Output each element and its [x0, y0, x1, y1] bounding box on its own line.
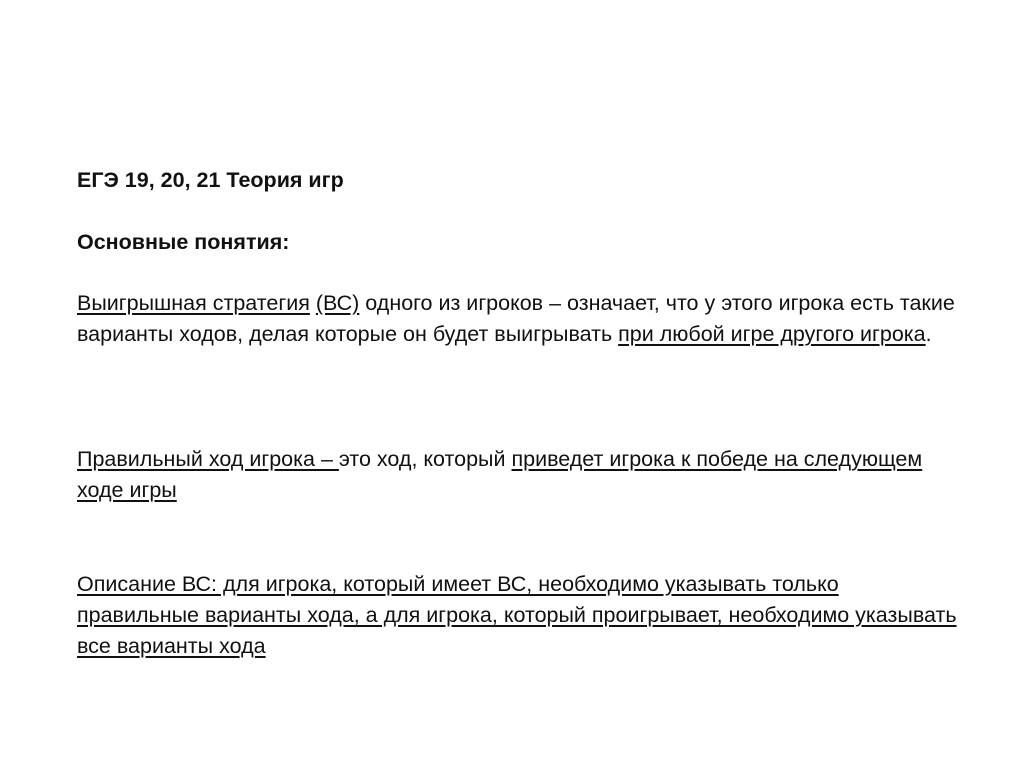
definition-text: это ход, который	[338, 447, 512, 471]
section-heading: Основные понятия:	[77, 230, 290, 254]
definition-text: одного из игроков – означает, что у этого игрока есть такие варианты ходов, делая которые он будет выигрывать	[77, 291, 955, 346]
strategy-description	[77, 569, 957, 662]
text-period: .	[925, 322, 932, 346]
emphasis-any-play: при любой игре другого игрока	[618, 322, 926, 346]
slide-content	[77, 165, 957, 658]
definition-correct-move	[77, 444, 957, 506]
strategy-description-text: Описание ВС: для игрока, который имеет ВС, необходимо указывать только правильные варианты хода, а для игрока, который проигрывает, необходимо указывать все варианты хода	[77, 572, 957, 658]
definition-winning-strategy	[77, 288, 957, 350]
slide-title: ЕГЭ 19, 20, 21 Теория игр	[77, 168, 344, 192]
term-winning-strategy: Выигрышная стратегия	[77, 291, 310, 315]
term-abbreviation: (ВС)	[315, 291, 360, 315]
emphasis-victory: приведет игрока к победе на следующем ходе игры	[77, 447, 923, 502]
term-correct-move: Правильный ход игрока –	[77, 447, 339, 471]
